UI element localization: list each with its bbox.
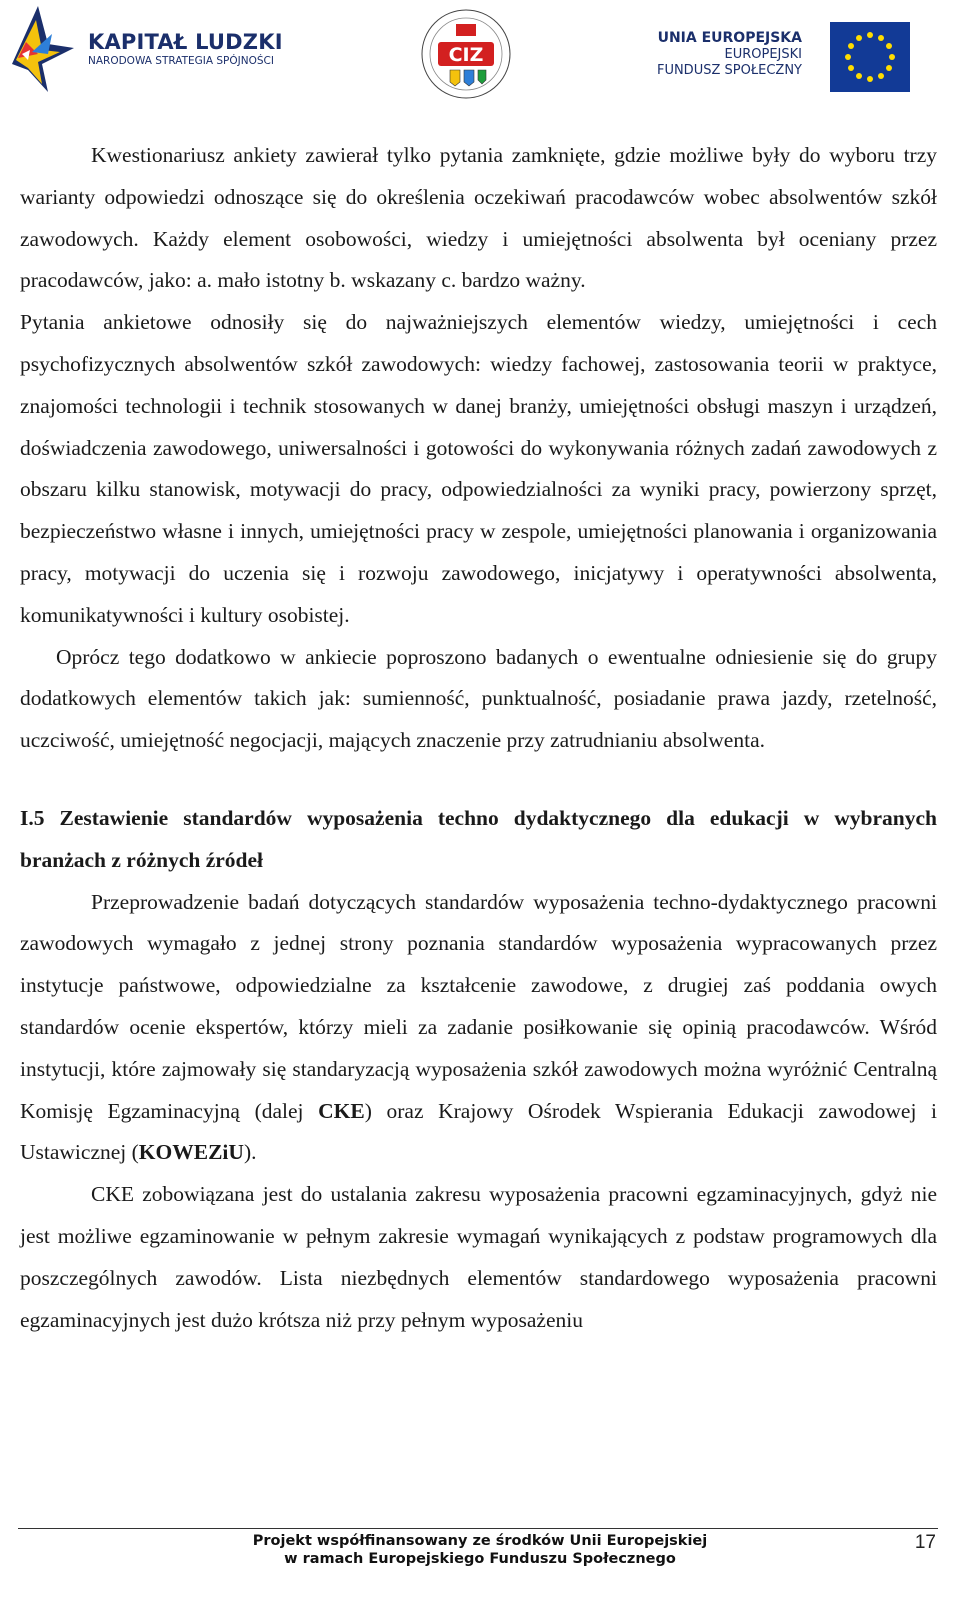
eu-flag-icon [830,22,910,92]
paragraph-questionnaire: Kwestionariusz ankiety zawierał tylko pytania zamknięte, gdzie możliwe były do wyboru trzy warianty odpowiedzi odnoszące się do określenia oczekiwań pracodawców wobec absolwentów szkół zawodowych. Każdy element osobowości, wiedzy i umiejętności absolwenta był oceniany przez pracodawców, jako: a. mało istotny b. wskazany c. bardzo ważny. [20,143,937,293]
page-footer [200,1532,760,1568]
kapital-ludzki-star-icon [8,4,78,94]
kapital-ludzki-subtitle: NARODOWA STRATEGIA SPÓJNOŚCI [88,55,274,67]
footer-divider [18,1528,938,1529]
paragraph-standards-text: Przeprowadzenie badań dotyczących standardów wyposażenia techno-dydaktycznego pracowni zawodowych wymagało z jednej strony poznania standardów wyposażenia wypracowanych przez instytucje państwowe, odpowiedzialne za kształcenie zawodowe, z drugiej zaś poddania owych standardów ocenie ekspertów, którzy mieli za zadanie posiłkowanie się opinią pracodawców. Wśród instytucji, które zajmowały się standaryzacją wyposażenia szkół zawodowych można wyróżnić Centralną Komisję Egzaminacyjną (dalej [20,889,937,1123]
ciz-emblem-icon [420,8,512,100]
paragraph-cke-duties: CKE zobowiązana jest do ustalania zakresu wyposażenia pracowni egzaminacyjnych, gdyż nie jest możliwe egzaminowanie w pełnym zakresie wymagań wynikających z podstaw programowych dla poszczególnych zawodów. Lista niezbędnych elementów standardowego wyposażenia pracowni egzaminacyjnych jest dużo krótsza niż przy pełnym wyposażeniu [20,1182,937,1332]
abbr-cke: CKE [318,1098,365,1123]
section-heading: I.5 Zestawienie standardów wyposażenia techno dydaktycznego dla edukacji w wybranych branżach z różnych źródeł [20,805,937,872]
footer-line-2: w ramach Europejskiego Funduszu Społecznego [284,1551,676,1567]
page-header [0,0,960,110]
eu-fund-line1: EUROPEJSKI [724,47,802,62]
paragraph-standards-research [20,882,937,1175]
kapital-ludzki-title: KAPITAŁ LUDZKI [88,30,283,54]
abbr-kowezu: KOWEZiU [138,1140,244,1165]
paragraph-additional-elements: Oprócz tego dodatkowo w ankiecie poproszono badanych o ewentualne odniesienie się do grupy dodatkowych elementów takich jak: sumienność, punktualność, posiadanie prawa jazdy, rzetelność, uczciwość, umiejętność negocjacji, mających znaczenie przy zatrudnianiu absolwenta. [20,644,937,753]
document-body [20,135,937,1341]
ciz-text: CIZ [448,44,484,66]
paragraph-standards-text-2: ) oraz Krajowy Ośrodek Wspierania Edukacji zawodowej i Ustawicznej ( [20,1098,937,1165]
paragraph-standards-text-3: ). [243,1140,257,1165]
kapital-ludzki-logo [8,4,283,94]
footer-line-1: Projekt współfinansowany ze środków Unii Europejskiej [252,1533,708,1549]
page-number: 17 [914,1532,936,1553]
eu-title: UNIA EUROPEJSKA [657,30,802,46]
paragraph-survey-questions: Pytania ankietowe odnosiły się do najważniejszych elementów wiedzy, umiejętności i cech psychofizycznych absolwentów szkół zawodowych: wiedzy fachowej, zastosowania teorii w praktyce, znajomości technologii i technik stosowanych w danej branży, umiejętności obsługi maszyn i urządzeń, doświadczenia zawodowego, uniwersalności i gotowości do wykonywania różnych zadań zawodowych z obszaru kilku stanowisk, motywacji do pracy, odpowiedzialności za wyniki pracy, powierzony sprzęt, bezpieczeństwo własne i innych, umiejętności pracy w zespole, umiejętności planowania i organizowania pracy, motywacji do uczenia się i rozwoju zawodowego, inicjatywy i operatywności absolwenta, komunikatywności i kultury osobistej. [20,310,937,627]
eu-fund-line2: FUNDUSZ SPOŁECZNY [656,63,802,78]
eu-logo [656,22,910,94]
ciz-logo [420,8,512,100]
